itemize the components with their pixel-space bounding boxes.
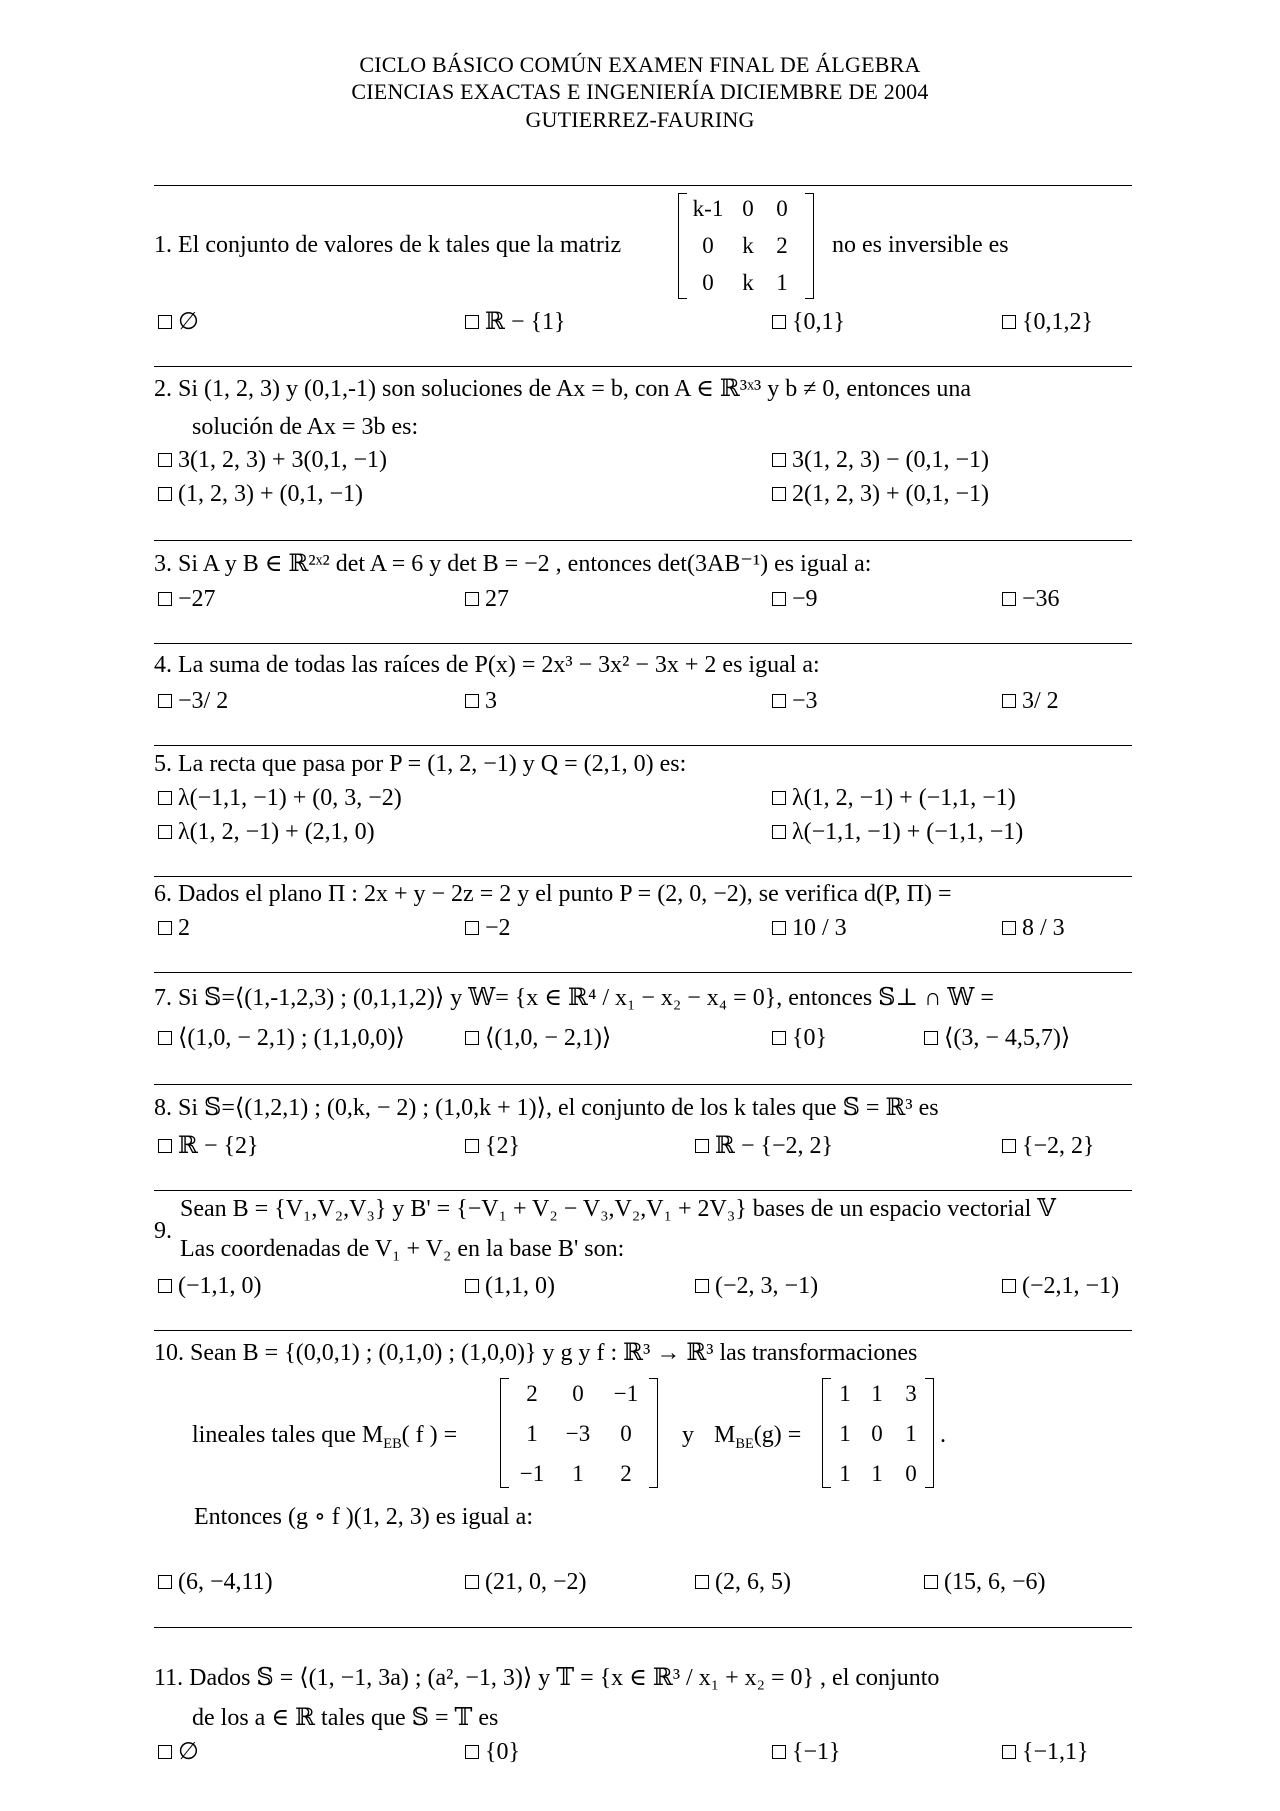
q11-option-b[interactable]: {0}: [465, 1740, 520, 1764]
checkbox-icon[interactable]: [158, 791, 172, 805]
q4-option-c[interactable]: −3: [772, 689, 818, 713]
checkbox-icon[interactable]: [158, 1279, 172, 1293]
checkbox-icon[interactable]: [158, 487, 172, 501]
checkbox-icon[interactable]: [158, 1575, 172, 1589]
checkbox-icon[interactable]: [695, 1575, 709, 1589]
q2-line-2: solución de Ax = 3b es:: [192, 414, 419, 440]
q10-matrix-f: [500, 1378, 658, 1488]
divider: [154, 185, 1132, 186]
checkbox-icon[interactable]: [772, 1745, 786, 1759]
q2-option-a[interactable]: 3(1, 2, 3) + 3(0,1, −1): [158, 448, 387, 472]
divider: [154, 1627, 1132, 1628]
q3-option-a[interactable]: −27: [158, 587, 216, 611]
q8-stem: 8. Si 𝕊=⟨(1,2,1) ; (0,k, − 2) ; (1,0,k + 1)⟩, el conjunto de los k tales que 𝕊 = ℝ³ es: [154, 1095, 939, 1121]
divider: [154, 876, 1132, 877]
checkbox-icon[interactable]: [158, 694, 172, 708]
q6-option-b[interactable]: −2: [465, 916, 511, 940]
q10-y: y: [682, 1422, 694, 1448]
header-line-1: CICLO BÁSICO COMÚN EXAMEN FINAL DE ÁLGEBRA: [359, 52, 921, 77]
matrix-cell: 2: [776, 233, 788, 258]
matrix-cell: 1: [839, 1421, 851, 1446]
q9-option-c[interactable]: (−2, 3, −1): [695, 1274, 818, 1298]
q4-option-b[interactable]: 3: [465, 689, 497, 713]
checkbox-icon[interactable]: [1002, 1279, 1016, 1293]
matrix-cell: 0: [620, 1421, 632, 1446]
matrix-cell: −1: [613, 1381, 639, 1406]
matrix-cell: −1: [519, 1461, 545, 1486]
checkbox-icon[interactable]: [772, 453, 786, 467]
q10-option-d[interactable]: (15, 6, −6): [924, 1570, 1046, 1594]
q1-stem: 1. El conjunto de valores de k tales que la matriz: [154, 232, 622, 258]
checkbox-icon[interactable]: [772, 694, 786, 708]
q9-option-d[interactable]: (−2,1, −1): [1002, 1274, 1119, 1298]
q6-stem: 6. Dados el plano Π : 2x + y − 2z = 2 y el punto P = (2, 0, −2), se verifica d(P, Π) =: [154, 881, 952, 907]
checkbox-icon[interactable]: [1002, 921, 1016, 935]
checkbox-icon[interactable]: [158, 921, 172, 935]
q3-option-d[interactable]: −36: [1002, 587, 1060, 611]
q9-option-b[interactable]: (1,1, 0): [465, 1274, 555, 1298]
q11-line-1: 11. Dados 𝕊 = ⟨(1, −1, 3a) ; (a², −1, 3)⟩ y 𝕋 = {x ∈ ℝ³ / x₁ + x₂ = 0} , el conjunto: [154, 1665, 940, 1691]
q5-option-a[interactable]: λ(−1,1, −1) + (0, 3, −2): [158, 786, 402, 810]
checkbox-icon[interactable]: [158, 1139, 172, 1153]
q8-option-a[interactable]: ℝ − {2}: [158, 1134, 259, 1158]
checkbox-icon[interactable]: [1002, 315, 1016, 329]
checkbox-icon[interactable]: [465, 921, 479, 935]
q3-option-b[interactable]: 27: [465, 587, 509, 611]
q5-option-c[interactable]: λ(1, 2, −1) + (2,1, 0): [158, 820, 375, 844]
q9-number: 9.: [154, 1218, 172, 1244]
checkbox-icon[interactable]: [158, 1031, 172, 1045]
matrix-cell: 3: [905, 1381, 917, 1406]
q10-period: .: [940, 1422, 946, 1448]
q10-line-1: 10. Sean B = {(0,0,1) ; (0,1,0) ; (1,0,0)} y g y f : ℝ³ → ℝ³ las transformaciones: [154, 1340, 918, 1366]
q11-line-2: de los a ∈ ℝ tales que 𝕊 = 𝕋 es: [192, 1705, 499, 1731]
q1-stem-end: no es inversible es: [832, 232, 1009, 258]
matrix-cell: k: [742, 270, 754, 295]
q2-option-d[interactable]: 2(1, 2, 3) + (0,1, −1): [772, 482, 989, 506]
matrix-cell: 1: [905, 1421, 917, 1446]
checkbox-icon[interactable]: [772, 592, 786, 606]
matrix-cell: 1: [572, 1461, 584, 1486]
checkbox-icon[interactable]: [465, 1745, 479, 1759]
q6-option-c[interactable]: 10 / 3: [772, 916, 847, 940]
divider: [154, 745, 1132, 746]
matrix-cell: 0: [905, 1461, 917, 1486]
q8-option-c[interactable]: ℝ − {−2, 2}: [695, 1134, 833, 1158]
q11-option-a[interactable]: ∅: [158, 1740, 199, 1764]
matrix-cell: 1: [839, 1461, 851, 1486]
matrix-cell: −3: [565, 1421, 591, 1446]
q3-stem: 3. Si A y B ∈ ℝ²ˣ² det A = 6 y det B = −2 , entonces det(3AB⁻¹) es igual a:: [154, 551, 872, 577]
matrix-cell: 1: [526, 1421, 538, 1446]
q7-option-a[interactable]: ⟨(1,0, − 2,1) ; (1,1,0,0)⟩: [158, 1026, 405, 1050]
q7-option-b[interactable]: ⟨(1,0, − 2,1)⟩: [465, 1026, 611, 1050]
divider: [154, 643, 1132, 644]
matrix-cell: 0: [572, 1381, 584, 1406]
checkbox-icon[interactable]: [772, 1031, 786, 1045]
q8-option-b[interactable]: {2}: [465, 1134, 520, 1158]
matrix-cell: k: [742, 233, 754, 258]
divider: [154, 972, 1132, 973]
checkbox-icon[interactable]: [924, 1031, 938, 1045]
matrix-cell: 1: [776, 270, 788, 295]
checkbox-icon[interactable]: [158, 315, 172, 329]
matrix-cell: 0: [702, 233, 714, 258]
checkbox-icon[interactable]: [772, 315, 786, 329]
matrix-cell: k-1: [692, 196, 724, 221]
checkbox-icon[interactable]: [465, 1139, 479, 1153]
q7-stem: 7. Si 𝕊=⟨(1,-1,2,3) ; (0,1,1,2)⟩ y 𝕎= {x ∈ ℝ⁴ / x₁ − x₂ − x₄ = 0}, entonces 𝕊⊥ ∩ 𝕎 =: [154, 985, 994, 1011]
q6-option-d[interactable]: 8 / 3: [1002, 916, 1065, 940]
q5-stem: 5. La recta que pasa por P = (1, 2, −1) y Q = (2,1, 0) es:: [154, 751, 687, 777]
header-line-3: GUTIERREZ-FAURING: [525, 107, 755, 132]
matrix-cell: 1: [839, 1381, 851, 1406]
q4-stem: 4. La suma de todas las raíces de P(x) = 2x³ − 3x² − 3x + 2 es igual a:: [154, 652, 820, 678]
q1-matrix: [678, 193, 814, 299]
q7-option-c[interactable]: {0}: [772, 1026, 827, 1050]
q1-option-a[interactable]: ∅: [158, 310, 199, 334]
matrix-cell: 1: [871, 1381, 883, 1406]
q6-option-a[interactable]: 2: [158, 916, 190, 940]
matrix-cell: 0: [702, 270, 714, 295]
q7-option-d[interactable]: ⟨(3, − 4,5,7)⟩: [924, 1026, 1070, 1050]
checkbox-icon[interactable]: [465, 315, 479, 329]
q10-matrix-g: [822, 1378, 934, 1488]
q10-option-a[interactable]: (6, −4,11): [158, 1570, 273, 1594]
q1-option-b[interactable]: ℝ − {1}: [465, 310, 566, 334]
checkbox-icon[interactable]: [465, 1031, 479, 1045]
q8-option-d[interactable]: {−2, 2}: [1002, 1134, 1095, 1158]
matrix-cell: 0: [776, 196, 788, 221]
q2-option-c[interactable]: (1, 2, 3) + (0,1, −1): [158, 482, 363, 506]
q1-option-c[interactable]: {0,1}: [772, 310, 845, 334]
divider: [154, 1330, 1132, 1331]
checkbox-icon[interactable]: [465, 592, 479, 606]
divider: [154, 540, 1132, 541]
matrix-cell: 0: [871, 1421, 883, 1446]
q4-option-a[interactable]: −3/ 2: [158, 689, 228, 713]
checkbox-icon[interactable]: [1002, 1139, 1016, 1153]
checkbox-icon[interactable]: [772, 791, 786, 805]
checkbox-icon[interactable]: [772, 487, 786, 501]
q11-option-c[interactable]: {−1}: [772, 1740, 841, 1764]
checkbox-icon[interactable]: [158, 825, 172, 839]
q11-option-d[interactable]: {−1,1}: [1002, 1740, 1089, 1764]
checkbox-icon[interactable]: [465, 1575, 479, 1589]
checkbox-icon[interactable]: [158, 453, 172, 467]
matrix-cell: 1: [871, 1461, 883, 1486]
q3-option-c[interactable]: −9: [772, 587, 818, 611]
q9-option-a[interactable]: (−1,1, 0): [158, 1274, 262, 1298]
q10-option-c[interactable]: (2, 6, 5): [695, 1570, 791, 1594]
checkbox-icon[interactable]: [158, 592, 172, 606]
checkbox-icon[interactable]: [1002, 694, 1016, 708]
checkbox-icon[interactable]: [465, 1279, 479, 1293]
q10-line-3: Entonces (g ∘ f )(1, 2, 3) es igual a:: [194, 1504, 533, 1530]
checkbox-icon[interactable]: [158, 1745, 172, 1759]
divider: [154, 1084, 1132, 1085]
q10-option-b[interactable]: (21, 0, −2): [465, 1570, 587, 1594]
checkbox-icon[interactable]: [695, 1279, 709, 1293]
q4-option-d[interactable]: 3/ 2: [1002, 689, 1059, 713]
checkbox-icon[interactable]: [924, 1575, 938, 1589]
q9-line-1: Sean B = {V₁,V₂,V₃} y B' = {−V₁ + V₂ − V₃,V₂,V₁ + 2V₃} bases de un espacio vectorial 𝕍: [180, 1196, 1056, 1222]
matrix-cell: 0: [742, 196, 754, 221]
q10-lineales-label: lineales tales que $M_{EB}$( f ) =: [192, 1422, 458, 1452]
divider: [154, 366, 1132, 367]
matrix-cell: 2: [526, 1381, 538, 1406]
checkbox-icon[interactable]: [1002, 1745, 1016, 1759]
checkbox-icon[interactable]: [695, 1139, 709, 1153]
checkbox-icon[interactable]: [772, 921, 786, 935]
q10-mbe-label: $M_{BE}(g)$ =: [714, 1422, 802, 1452]
checkbox-icon[interactable]: [772, 825, 786, 839]
header-line-2: CIENCIAS EXACTAS E INGENIERÍA DICIEMBRE DE 2004: [351, 79, 929, 104]
q5-option-b[interactable]: λ(1, 2, −1) + (−1,1, −1): [772, 786, 1016, 810]
matrix-cell: 2: [620, 1461, 632, 1486]
divider: [154, 1190, 1132, 1191]
checkbox-icon[interactable]: [465, 694, 479, 708]
q1-option-d[interactable]: {0,1,2}: [1002, 310, 1093, 334]
checkbox-icon[interactable]: [1002, 592, 1016, 606]
q9-line-2: Las coordenadas de V₁ + V₂ en la base B' son:: [180, 1236, 625, 1262]
q5-option-d[interactable]: λ(−1,1, −1) + (−1,1, −1): [772, 820, 1023, 844]
q2-option-b[interactable]: 3(1, 2, 3) − (0,1, −1): [772, 448, 989, 472]
q2-line-1: 2. Si (1, 2, 3) y (0,1,-1) son soluciones de Ax = b, con A ∈ ℝ³ˣ³ y b ≠ 0, entonces una: [154, 376, 971, 402]
